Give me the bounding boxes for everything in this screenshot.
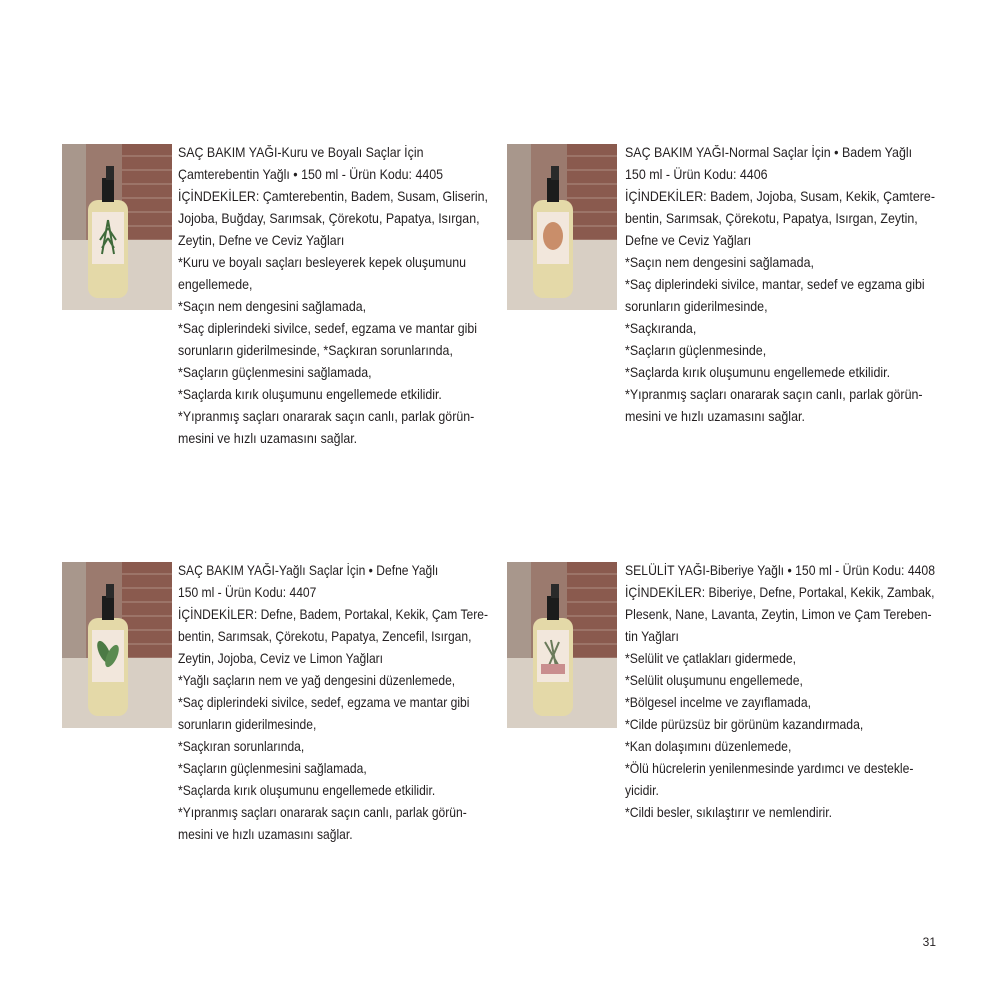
text-line: *Cildi besler, sıkılaştırır ve nemlendirir. bbox=[625, 805, 833, 820]
text-line: SAÇ BAKIM YAĞI-Kuru ve Boyalı Saçlar İçin bbox=[178, 145, 424, 160]
text-line: Çamterebentin Yağlı • 150 ml - Ürün Kodu: 4405 bbox=[178, 167, 444, 182]
text-line: *Saçkıran sorunlarında, bbox=[178, 739, 305, 754]
text-line: *Bölgesel incelme ve zayıflamada, bbox=[625, 695, 812, 710]
product-text-4405 bbox=[178, 142, 488, 450]
text-line: *Saçlarda kırık oluşumunu engellemede etkilidir. bbox=[625, 365, 891, 380]
product-photo-4405 bbox=[62, 144, 172, 310]
text-line: *Yıpranmış saçları onararak saçın canlı, parlak görün- bbox=[625, 387, 923, 402]
text-line: *Saç diplerindeki sivilce, mantar, sedef ve egzama gibi bbox=[625, 277, 925, 292]
text-line: tin Yağları bbox=[625, 629, 679, 644]
text-line: İÇİNDEKİLER: Çamterebentin, Badem, Susam, Gliserin, bbox=[178, 189, 488, 204]
text-line: *Saç diplerindeki sivilce, sedef, egzama ve mantar gibi bbox=[178, 321, 478, 336]
text-line: sorunların giderilmesinde, *Saçkıran sorunlarında, bbox=[178, 343, 453, 358]
text-line: bentin, Sarımsak, Çörekotu, Papatya, Isırgan, Zeytin, bbox=[625, 211, 918, 226]
text-line: Zeytin, Jojoba, Ceviz ve Limon Yağları bbox=[178, 651, 384, 666]
product-photo-4407 bbox=[62, 562, 172, 728]
text-line: SELÜLİT YAĞI-Biberiye Yağlı • 150 ml - Ürün Kodu: 4408 bbox=[625, 563, 935, 578]
product-text-4407 bbox=[178, 560, 488, 846]
text-line: *Saç diplerindeki sivilce, sedef, egzama ve mantar gibi bbox=[178, 695, 470, 710]
text-line: *Saçların güçlenmesinde, bbox=[625, 343, 767, 358]
text-line: İÇİNDEKİLER: Defne, Badem, Portakal, Kekik, Çam Tere- bbox=[178, 607, 488, 622]
text-line: mesini ve hızlı uzamasını sağlar. bbox=[625, 409, 805, 424]
text-line: 150 ml - Ürün Kodu: 4407 bbox=[178, 585, 317, 600]
text-line: *Saçlarda kırık oluşumunu engellemede etkilidir. bbox=[178, 387, 442, 402]
text-line: *Saçların güçlenmesini sağlamada, bbox=[178, 365, 372, 380]
text-line: *Saçkıranda, bbox=[625, 321, 697, 336]
text-line: 150 ml - Ürün Kodu: 4406 bbox=[625, 167, 768, 182]
text-line: sorunların giderilmesinde, bbox=[178, 717, 317, 732]
text-line: *Saçlarda kırık oluşumunu engellemede etkilidir. bbox=[178, 783, 436, 798]
text-line: Plesenk, Nane, Lavanta, Zeytin, Limon ve Çam Tereben- bbox=[625, 607, 932, 622]
text-line: sorunların giderilmesinde, bbox=[625, 299, 768, 314]
text-line: Defne ve Ceviz Yağları bbox=[625, 233, 752, 248]
text-line: SAÇ BAKIM YAĞI-Yağlı Saçlar İçin • Defne Yağlı bbox=[178, 563, 439, 578]
text-line: *Saçların güçlenmesini sağlamada, bbox=[178, 761, 367, 776]
text-line: *Saçın nem dengesini sağlamada, bbox=[178, 299, 367, 314]
text-line: *Yıpranmış saçları onararak saçın canlı, parlak görün- bbox=[178, 409, 475, 424]
text-line: *Selülit oluşumunu engellemede, bbox=[625, 673, 803, 688]
text-line: İÇİNDEKİLER: Badem, Jojoba, Susam, Kekik, Çamtere- bbox=[625, 189, 935, 204]
text-line: İÇİNDEKİLER: Biberiye, Defne, Portakal, Kekik, Zambak, bbox=[625, 585, 935, 600]
text-line: SAÇ BAKIM YAĞI-Normal Saçlar İçin • Badem Yağlı bbox=[625, 145, 913, 160]
text-line: engellemede, bbox=[178, 277, 253, 292]
product-photo-4406 bbox=[507, 144, 617, 310]
text-line: mesini ve hızlı uzamasını sağlar. bbox=[178, 431, 358, 446]
text-line: *Cilde pürüzsüz bir görünüm kazandırmada, bbox=[625, 717, 864, 732]
text-line: mesini ve hızlı uzamasını sağlar. bbox=[178, 827, 353, 842]
product-photo-4408 bbox=[507, 562, 617, 728]
text-line: *Saçın nem dengesini sağlamada, bbox=[625, 255, 814, 270]
text-line: *Kan dolaşımını düzenlemede, bbox=[625, 739, 792, 754]
text-line: bentin, Sarımsak, Çörekotu, Papatya, Zencefil, Isırgan, bbox=[178, 629, 472, 644]
text-line: Jojoba, Buğday, Sarımsak, Çörekotu, Papatya, Isırgan, bbox=[178, 211, 480, 226]
product-text-4408 bbox=[625, 560, 935, 824]
text-line: *Yıpranmış saçları onararak saçın canlı, parlak görün- bbox=[178, 805, 467, 820]
page-number: 31 bbox=[922, 935, 936, 949]
text-line: *Yağlı saçların nem ve yağ dengesini düzenlemede, bbox=[178, 673, 456, 688]
text-line: Zeytin, Defne ve Ceviz Yağları bbox=[178, 233, 345, 248]
text-line: yicidir. bbox=[625, 783, 659, 798]
text-line: *Ölü hücrelerin yenilenmesinde yardımcı ve destekle- bbox=[625, 761, 914, 776]
text-line: *Kuru ve boyalı saçları besleyerek kepek oluşumunu bbox=[178, 255, 467, 270]
product-text-4406 bbox=[625, 142, 935, 428]
text-line: *Selülit ve çatlakları gidermede, bbox=[625, 651, 797, 666]
